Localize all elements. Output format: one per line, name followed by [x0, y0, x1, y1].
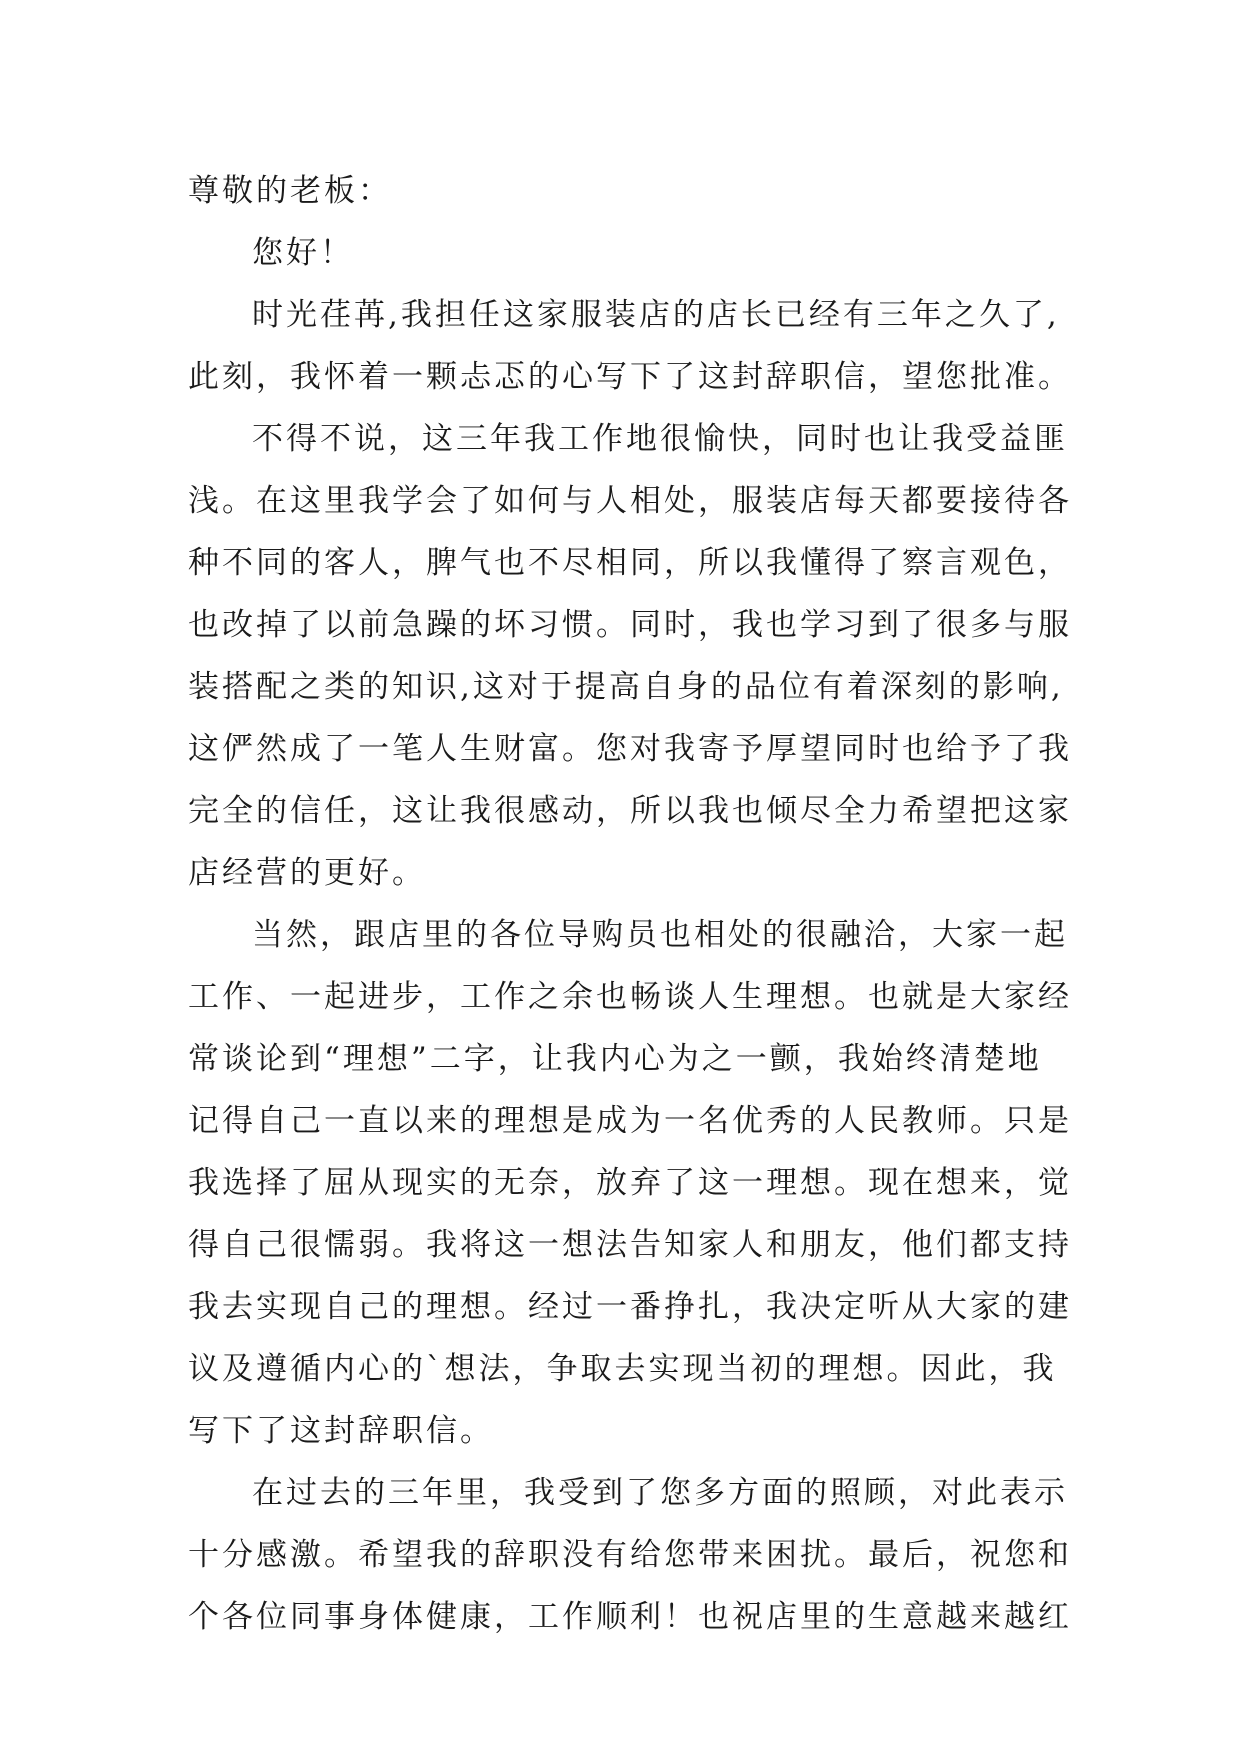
greeting: 您好！ [252, 235, 354, 271]
paragraph-3-line-4: 记得自己一直以来的理想是成为一名优秀的人民教师。只是 [188, 1103, 1072, 1139]
paragraph-1-line-1: 时光荏苒,我担任这家服装店的店长已经有三年之久了, [252, 297, 1060, 333]
paragraph-4-line-3: 个各位同事身体健康，工作顺利！也祝店里的生意越来越红 [188, 1599, 1072, 1635]
paragraph-3-line-1: 当然，跟店里的各位导购员也相处的很融洽，大家一起 [252, 917, 1068, 953]
paragraph-2-line-7: 完全的信任，这让我很感动，所以我也倾尽全力希望把这家 [188, 793, 1072, 829]
paragraph-4-line-1: 在过去的三年里，我受到了您多方面的照顾，对此表示 [252, 1475, 1068, 1511]
paragraph-3-line-7: 我去实现自己的理想。经过一番挣扎，我决定听从大家的建 [188, 1289, 1072, 1325]
paragraph-3-line-6: 得自己很懦弱。我将这一想法告知家人和朋友，他们都支持 [188, 1227, 1072, 1263]
paragraph-3-line-8: 议及遵循内心的`想法，争取去实现当初的理想。因此，我 [188, 1351, 1057, 1387]
paragraph-3-line-9: 写下了这封辞职信。 [188, 1413, 494, 1449]
paragraph-4-line-2: 十分感激。希望我的辞职没有给您带来困扰。最后，祝您和 [188, 1537, 1072, 1573]
paragraph-3-line-3: 常谈论到“理想”二字，让我内心为之一颤，我始终清楚地 [188, 1041, 1042, 1077]
paragraph-2-line-6: 这俨然成了一笔人生财富。您对我寄予厚望同时也给予了我 [188, 731, 1072, 767]
paragraph-2-line-8: 店经营的更好。 [188, 855, 426, 891]
paragraph-3-line-2: 工作、一起进步，工作之余也畅谈人生理想。也就是大家经 [188, 979, 1072, 1015]
letter-body [188, 160, 1088, 1648]
paragraph-2-line-1: 不得不说，这三年我工作地很愉快，同时也让我受益匪 [252, 421, 1068, 457]
paragraph-2-line-2: 浅。在这里我学会了如何与人相处，服装店每天都要接待各 [188, 483, 1072, 519]
paragraph-2-line-4: 也改掉了以前急躁的坏习惯。同时，我也学习到了很多与服 [188, 607, 1072, 643]
paragraph-3-line-5: 我选择了屈从现实的无奈，放弃了这一理想。现在想来，觉 [188, 1165, 1072, 1201]
paragraph-2-line-5: 装搭配之类的知识,这对于提高自身的品位有着深刻的影响, [188, 669, 1064, 705]
salutation: 尊敬的老板： [188, 173, 392, 209]
paragraph-1-line-2: 此刻，我怀着一颗忐忑的心写下了这封辞职信，望您批准。 [188, 359, 1072, 395]
paragraph-2-line-3: 种不同的客人，脾气也不尽相同，所以我懂得了察言观色， [188, 545, 1072, 581]
